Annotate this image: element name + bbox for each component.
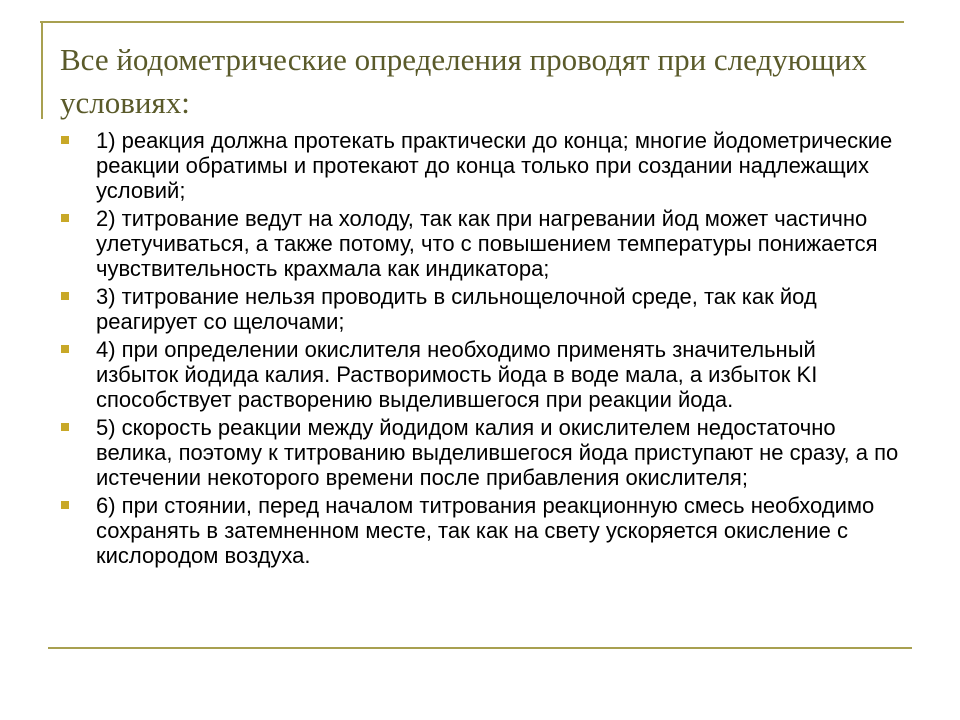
bullet-square-icon: [61, 214, 69, 222]
bullet-item-3: [60, 284, 900, 334]
bottom-divider: [48, 647, 912, 649]
bullet-square-icon: [61, 501, 69, 509]
bullet-item-4: [60, 337, 900, 412]
bullet-square-icon: [61, 345, 69, 353]
left-divider: [41, 21, 43, 119]
bullet-square-icon: [61, 136, 69, 144]
bullet-item-5: [60, 415, 900, 490]
bullet-square-icon: [61, 292, 69, 300]
bullet-square-icon: [61, 423, 69, 431]
bullet-text: 2) титрование ведут на холоду, так как при нагревании йод может частично улетучиваться, а также потому, что с повышением температуры понижается чувствительность крахмала как индикатора;: [96, 206, 878, 281]
bullet-text: 1) реакция должна протекать практически до конца; многие йодометрические реакции обратимы и протекают до конца только при создании надлежащих условий;: [96, 128, 893, 203]
bullet-text: 6) при стоянии, перед началом титрования реакционную смесь необходимо сохранять в затемненном месте, так как на свету ускоряется окисление с кислородом воздуха.: [96, 493, 875, 568]
bullet-text: 5) скорость реакции между йодидом калия и окислителем недостаточно велика, поэтому к титрованию выделившегося йода приступают не сразу, а по истечении некоторого времени после прибавления окислителя;: [96, 415, 899, 490]
bullet-item-1: [60, 128, 900, 203]
top-divider: [40, 21, 904, 23]
bullet-text: 4) при определении окислителя необходимо применять значительный избыток йодида калия. Растворимость йода в воде мала, а избыток KI способствует растворению выделившегося при реакции йода.: [96, 337, 818, 412]
slide-title: Все йодометрические определения проводят при следующих условиях:: [60, 42, 867, 120]
bullet-item-2: [60, 206, 900, 281]
bullet-list: [60, 128, 900, 571]
bullet-item-6: [60, 493, 900, 568]
bullet-text: 3) титрование нельзя проводить в сильнощелочной среде, так как йод реагирует со щелочами;: [96, 284, 817, 334]
